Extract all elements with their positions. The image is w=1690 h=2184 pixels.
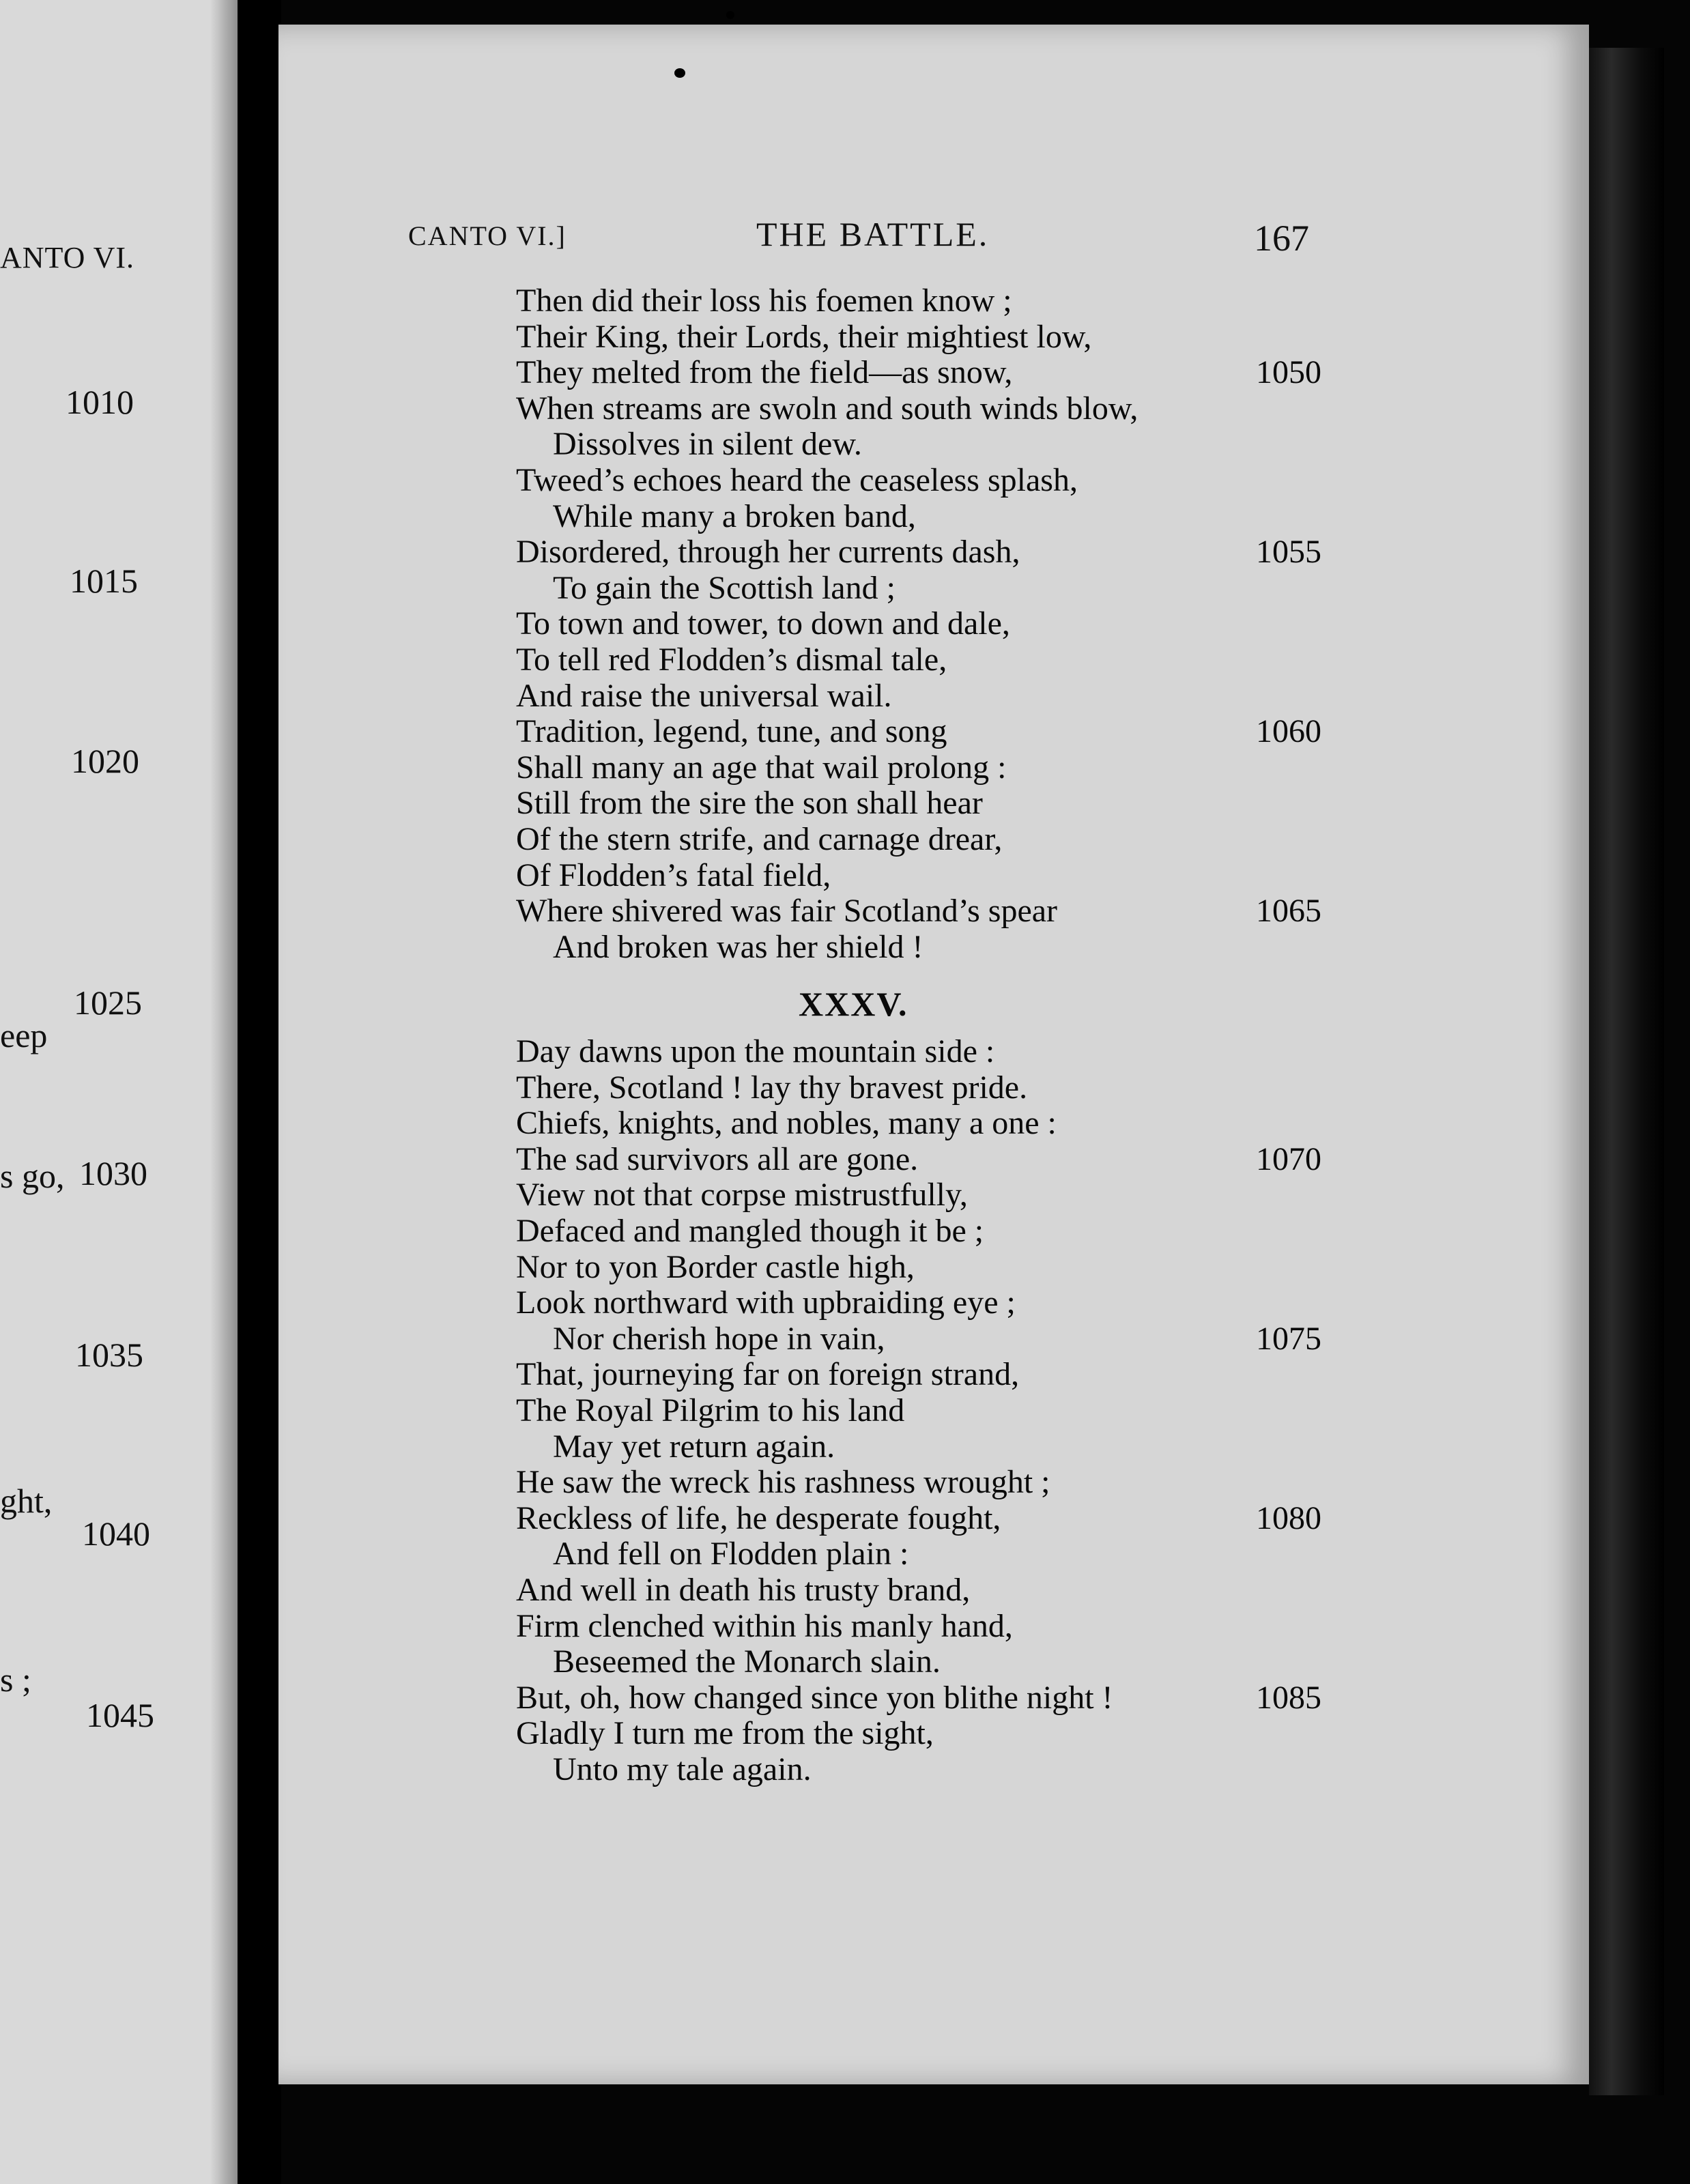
poem-line: Dissolves in silent dew. xyxy=(553,426,862,463)
poem-line: And fell on Flodden plain : xyxy=(553,1536,909,1572)
left-line-number: 1015 xyxy=(70,562,138,600)
line-number: 1070 xyxy=(1256,1140,1321,1177)
poem-line: Where shivered was fair Scotland’s spear xyxy=(516,893,1058,930)
poem-line: Day dawns upon the mountain side : xyxy=(516,1033,995,1069)
poem-line: Unto my tale again. xyxy=(553,1751,812,1787)
left-line-fragment: eep xyxy=(0,1016,48,1054)
poem-line: When streams are swoln and south winds blow, xyxy=(516,390,1138,427)
poem-line: Of Flodden’s fatal field, xyxy=(516,857,831,893)
poem-line: They melted from the field—as snow, xyxy=(516,354,1013,391)
line-number: 1055 xyxy=(1256,534,1321,571)
poem-line: But, oh, how changed since yon blithe night ! xyxy=(516,1679,1113,1716)
poem-line: Tweed’s echoes heard the ceaseless splash, xyxy=(516,462,1078,498)
poem-line: Of the stern strife, and carnage drear, xyxy=(516,821,1003,857)
poem-line: To town and tower, to down and dale, xyxy=(516,605,1010,642)
poem-line: Still from the sire the son shall hear xyxy=(516,785,983,822)
canto-label: CANTO VI.] xyxy=(408,220,567,251)
poem-line: Reckless of life, he desperate fought, xyxy=(516,1499,1001,1536)
poem-line: To tell red Flodden’s dismal tale, xyxy=(516,642,947,678)
poem-line: And raise the universal wail. xyxy=(516,677,892,714)
poem-line: View not that corpse mistrustfully, xyxy=(516,1177,968,1213)
left-line-number: 1030 xyxy=(79,1154,147,1192)
poem-line: There, Scotland ! lay thy bravest pride. xyxy=(516,1069,1028,1106)
poem-line: That, journeying far on foreign strand, xyxy=(516,1356,1020,1393)
poem-line: Defaced and mangled though it be ; xyxy=(516,1213,984,1249)
poem-line: Beseemed the Monarch slain. xyxy=(553,1643,941,1680)
poem-line: And well in death his trusty brand, xyxy=(516,1572,971,1608)
poem-line: Gladly I turn me from the sight, xyxy=(516,1715,934,1752)
poem-line: Disordered, through her currents dash, xyxy=(516,534,1020,571)
poem-text xyxy=(516,283,1321,1825)
page-number: 167 xyxy=(1254,218,1309,259)
line-number: 1085 xyxy=(1256,1679,1321,1716)
left-line-number: 1040 xyxy=(82,1514,150,1553)
line-number: 1060 xyxy=(1256,713,1321,750)
chapter-title: THE BATTLE. xyxy=(756,215,990,253)
left-line-number: 1025 xyxy=(74,983,142,1022)
poem-line: Shall many an age that wail prolong : xyxy=(516,749,1007,786)
poem-line: He saw the wreck his rashness wrought ; xyxy=(516,1464,1050,1501)
left-line-number: 1020 xyxy=(71,742,139,780)
running-head xyxy=(408,212,1309,259)
left-facing-page xyxy=(0,0,238,2184)
left-line-fragment: s go, xyxy=(0,1157,65,1195)
book-gutter xyxy=(238,0,281,2184)
dust-speck xyxy=(726,11,734,19)
line-number: 1050 xyxy=(1256,354,1321,391)
poem-line: To gain the Scottish land ; xyxy=(553,569,896,606)
stanza-heading: XXXV. xyxy=(799,985,908,1023)
poem-line: Tradition, legend, tune, and song xyxy=(516,713,947,750)
left-line-number: 1035 xyxy=(75,1336,143,1374)
poem-line: Firm clenched within his manly hand, xyxy=(516,1607,1013,1644)
line-number: 1065 xyxy=(1256,893,1321,930)
poem-line: May yet return again. xyxy=(553,1428,835,1465)
poem-line: And broken was her shield ! xyxy=(553,928,923,965)
line-number: 1080 xyxy=(1256,1499,1321,1536)
line-number: 1075 xyxy=(1256,1320,1321,1357)
poem-line: While many a broken band, xyxy=(553,498,916,534)
poem-line: Look northward with upbraiding eye ; xyxy=(516,1284,1016,1321)
left-line-fragment: ght, xyxy=(0,1482,53,1520)
poem-line: Chiefs, knights, and nobles, many a one : xyxy=(516,1105,1057,1142)
poem-line: The Royal Pilgrim to his land xyxy=(516,1392,905,1428)
page-edge-shadow xyxy=(1589,48,1664,2095)
poem-line: Nor to yon Border castle high, xyxy=(516,1248,915,1285)
left-line-number: 1045 xyxy=(86,1696,154,1734)
poem-line: Their King, their Lords, their mightiest low, xyxy=(516,318,1092,355)
left-running-head: ANTO VI. xyxy=(0,241,135,274)
gutter-shadow xyxy=(210,0,238,2184)
left-line-number: 1010 xyxy=(66,383,134,421)
left-line-fragment: s ; xyxy=(0,1661,31,1699)
poem-line: Then did their loss his foemen know ; xyxy=(516,283,1012,319)
poem-line: The sad survivors all are gone. xyxy=(516,1140,919,1177)
dust-speck xyxy=(674,68,685,78)
poem-line: Nor cherish hope in vain, xyxy=(553,1320,885,1357)
